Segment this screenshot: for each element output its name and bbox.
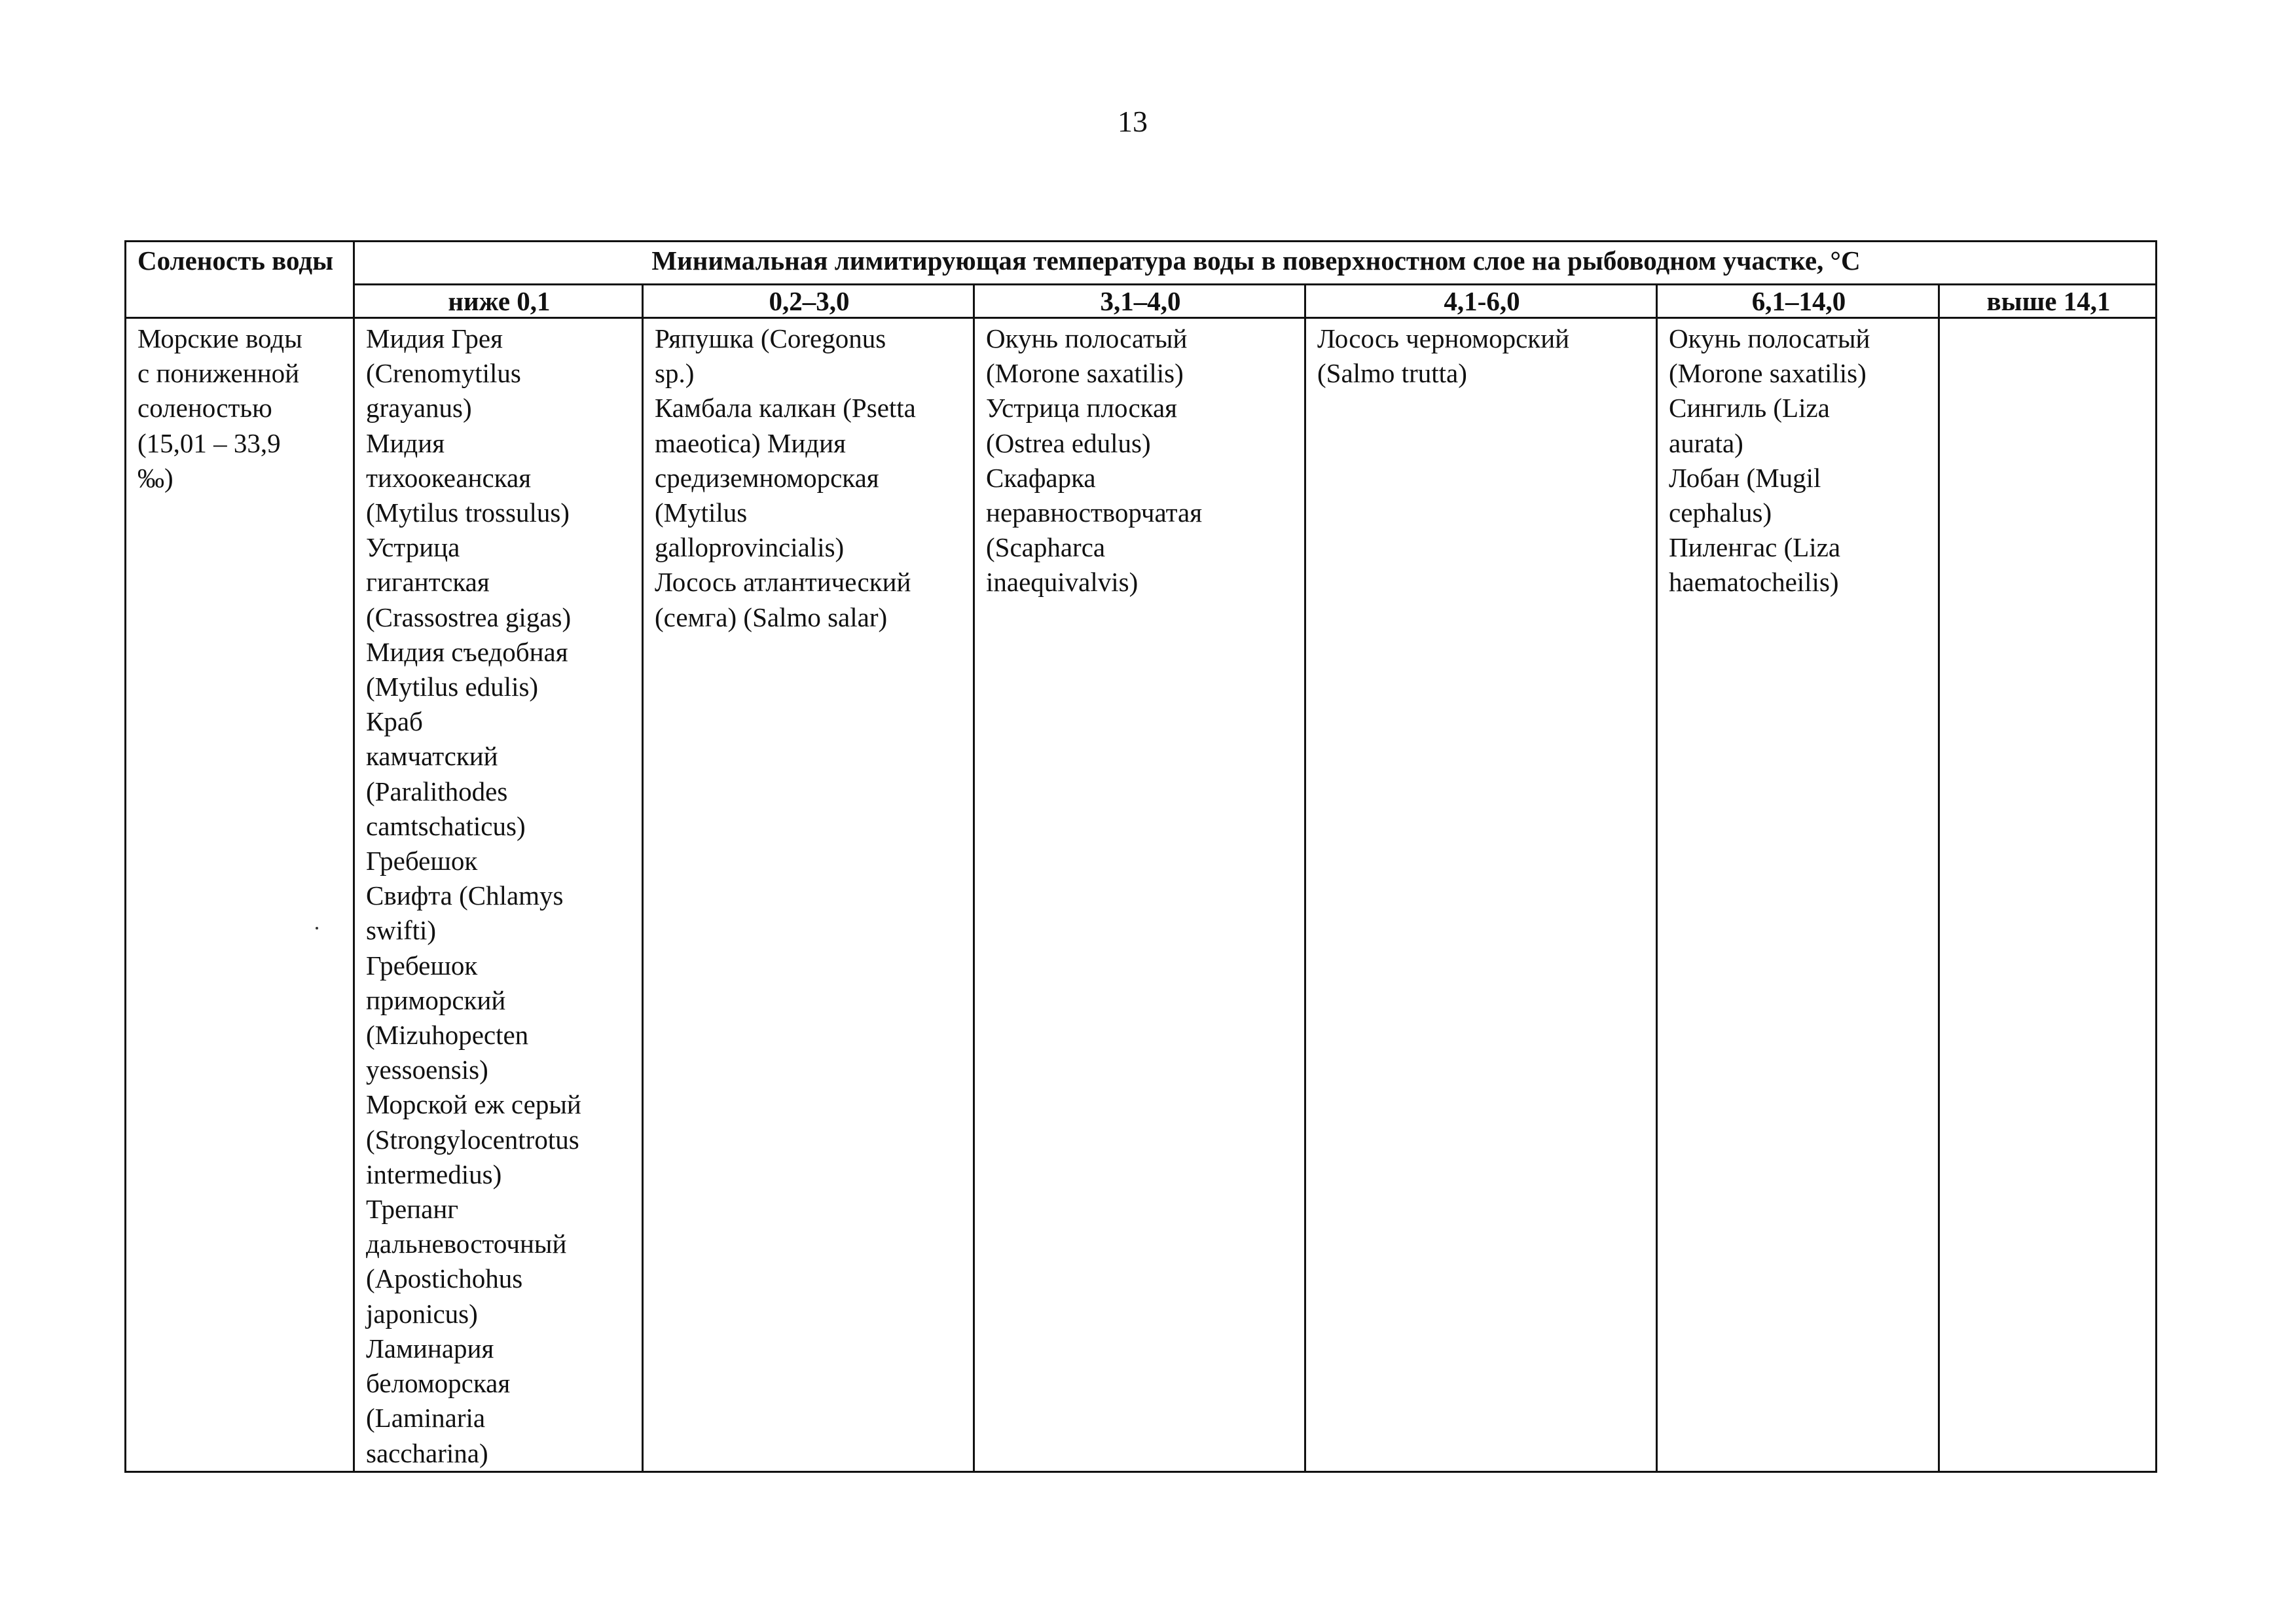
cell-line: (Crassostrea gigas) bbox=[366, 602, 572, 632]
range-header: 6,1–14,0 bbox=[1657, 285, 1939, 318]
species-cell bbox=[1305, 318, 1657, 1472]
species-cell bbox=[1939, 318, 2157, 1472]
cell-line: Устрица bbox=[366, 532, 460, 563]
cell-line: (Morone saxatilis) bbox=[986, 358, 1184, 389]
cell-line: дальневосточный bbox=[366, 1229, 567, 1259]
cell-line: тихоокеанская bbox=[366, 462, 532, 493]
species-cell bbox=[354, 318, 643, 1472]
cell-line: (Salmo trutta) bbox=[1317, 358, 1467, 389]
cell-line: maeotica) Мидия bbox=[655, 427, 846, 458]
cell-line: cephalus) bbox=[1669, 497, 1772, 528]
cell-line: Свифта (Chlamys bbox=[366, 880, 564, 911]
cell-line: Гребешок bbox=[366, 846, 478, 876]
cell-line: приморский bbox=[366, 984, 506, 1015]
species-cell bbox=[1657, 318, 1939, 1472]
cell-line: Краб bbox=[366, 706, 423, 737]
cell-line: saccharina) bbox=[366, 1437, 488, 1468]
cell-line: camtschaticus) bbox=[366, 810, 526, 841]
cell-line: haematocheilis) bbox=[1669, 567, 1839, 598]
cell-line: (Ostrea edulus) bbox=[986, 427, 1151, 458]
salinity-header: Соленость воды bbox=[126, 242, 354, 318]
species-cell bbox=[643, 318, 974, 1472]
range-header: 4,1-6,0 bbox=[1305, 285, 1657, 318]
cell-line: соленостью bbox=[137, 393, 272, 424]
cell-line: гигантская bbox=[366, 567, 490, 598]
table-row bbox=[126, 318, 2157, 1472]
cell-line: (15,01 – 33,9 bbox=[137, 427, 281, 458]
cell-line: (Scapharca bbox=[986, 532, 1106, 563]
cell-line: Мидия съедобная bbox=[366, 636, 568, 667]
cell-line: Трепанг bbox=[366, 1194, 459, 1225]
cell-line: inaequivalvis) bbox=[986, 567, 1139, 598]
cell-line: Мидия Грея bbox=[366, 323, 503, 353]
cell-line: (Morone saxatilis) bbox=[1669, 358, 1867, 389]
cell-line: (Paralithodes bbox=[366, 776, 508, 806]
cell-line: (Strongylocentrotus bbox=[366, 1124, 579, 1155]
cell-line: Окунь полосатый bbox=[986, 323, 1188, 353]
table-header-row bbox=[126, 242, 2157, 285]
cell-line: Гребешок bbox=[366, 950, 478, 981]
cell-line: (Mytilus bbox=[655, 497, 748, 528]
range-header: ниже 0,1 bbox=[354, 285, 643, 318]
temperature-header: Минимальная лимитирующая температура воды в поверхностном слое на рыбоводном участке, °С bbox=[354, 242, 2157, 285]
cell-line: Ряпушка (Coregonus bbox=[655, 323, 886, 353]
cell-line: galloprovincialis) bbox=[655, 532, 845, 563]
cell-line: беломорская bbox=[366, 1368, 511, 1399]
scan-speck bbox=[316, 927, 318, 929]
cell-line: средиземноморская bbox=[655, 462, 879, 493]
cell-line: Мидия bbox=[366, 427, 445, 458]
cell-line: Морской еж серый bbox=[366, 1089, 581, 1120]
cell-line: камчатский bbox=[366, 741, 498, 772]
cell-line: Камбала калкан (Psetta bbox=[655, 393, 916, 424]
cell-line: Устрица плоская bbox=[986, 393, 1178, 424]
cell-line: (Apostichohus bbox=[366, 1263, 523, 1294]
cell-line: Лосось атлантический bbox=[655, 567, 911, 598]
cell-line: swifti) bbox=[366, 915, 437, 946]
cell-line: intermedius) bbox=[366, 1159, 502, 1189]
cell-line: Скафарка bbox=[986, 462, 1096, 493]
salinity-cell bbox=[126, 318, 354, 1472]
cell-line: ‰) bbox=[137, 462, 173, 493]
cell-line: sp.) bbox=[655, 358, 695, 389]
cell-line: Морские воды bbox=[137, 323, 302, 353]
species-temperature-table bbox=[124, 240, 2157, 1473]
page-number: 13 bbox=[1118, 105, 1148, 138]
cell-line: неравностворчатая bbox=[986, 497, 1203, 528]
cell-line: Лобан (Mugil bbox=[1669, 462, 1821, 493]
cell-line: Окунь полосатый bbox=[1669, 323, 1870, 353]
cell-line: (Mytilus trossulus) bbox=[366, 497, 570, 528]
cell-line: japonicus) bbox=[366, 1298, 478, 1329]
species-cell bbox=[974, 318, 1305, 1472]
range-header: 0,2–3,0 bbox=[643, 285, 974, 318]
cell-line: yessoensis) bbox=[366, 1055, 488, 1085]
cell-line: Сингиль (Liza bbox=[1669, 393, 1830, 424]
cell-line: (Mizuhopecten bbox=[366, 1020, 529, 1051]
cell-line: Пиленгас (Liza bbox=[1669, 532, 1841, 563]
cell-line: aurata) bbox=[1669, 427, 1743, 458]
cell-line: (Laminaria bbox=[366, 1403, 486, 1434]
range-header: 3,1–4,0 bbox=[974, 285, 1305, 318]
cell-line: grayanus) bbox=[366, 393, 472, 424]
cell-line: (Crenomytilus bbox=[366, 358, 521, 389]
temperature-ranges-row bbox=[126, 285, 2157, 318]
cell-line: (семга) (Salmo salar) bbox=[655, 602, 888, 632]
cell-line: с пониженной bbox=[137, 358, 300, 389]
cell-line: (Mytilus edulis) bbox=[366, 672, 539, 702]
cell-line: Ламинария bbox=[366, 1333, 494, 1363]
cell-line: Лосось черноморский bbox=[1317, 323, 1570, 353]
range-header: выше 14,1 bbox=[1939, 285, 2157, 318]
